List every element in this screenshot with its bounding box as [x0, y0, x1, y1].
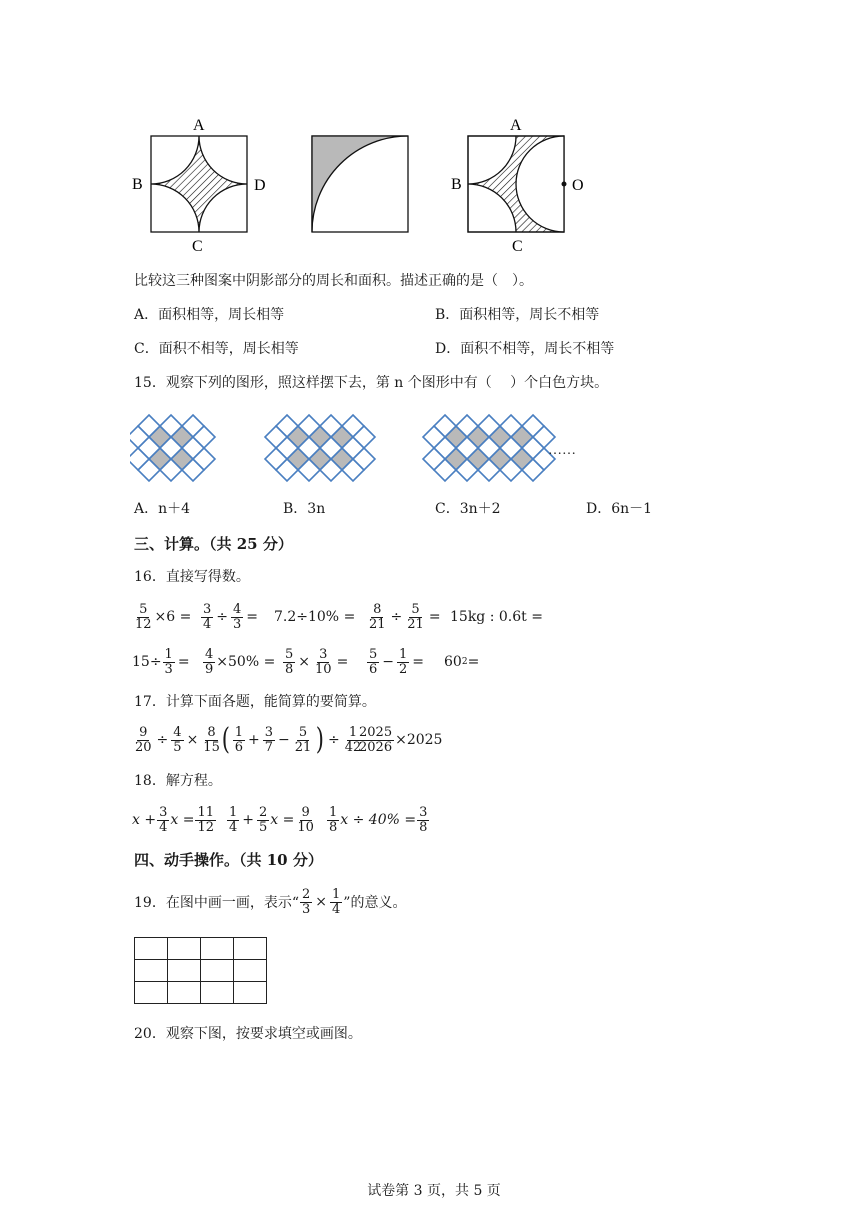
grid-cell[interactable] — [201, 938, 234, 960]
q16-expr-1-1: $\frac{5}{12}$ ×6 = — [135, 601, 192, 632]
q15-question: 15．观察下列的图形，照这样摆下去，第 n 个图形中有（ ）个白色方块。 — [134, 375, 609, 391]
grid-cell[interactable] — [135, 982, 168, 1004]
q16-question: 16．直接写得数。 — [134, 569, 250, 585]
q15-option-d[interactable]: D．6n－1 — [586, 501, 653, 517]
section-3-title: 三、计算。（共 25 分） — [134, 535, 293, 553]
q17-expr-3: $\frac{2025}{2026}$ ×2025 — [359, 724, 443, 755]
q18-equation-2: $\frac{1}{4}$ + $\frac{2}{5}$ x = $\frac{9}{10}$ — [229, 804, 314, 835]
q15-option-c[interactable]: C．3n＋2 — [435, 501, 501, 517]
fig3-label-left: B — [451, 176, 462, 193]
q16-expr-1-2: $\frac{3}{4}$ ÷ $\frac{4}{3}$ = — [203, 601, 259, 632]
fig1-label-top: A — [193, 117, 205, 134]
q14-option-a[interactable]: A．面积相等，周长相等 — [134, 307, 285, 323]
q16-expr-2-5: 60 2 = — [444, 654, 480, 670]
q16-expr-2-3: $\frac{5}{8}$ × $\frac{3}{10}$ = — [285, 646, 349, 677]
pattern-2 — [265, 415, 375, 481]
fig3-label-bottom: C — [512, 238, 523, 255]
grid-cell[interactable] — [168, 960, 201, 982]
grid-cell[interactable] — [135, 960, 168, 982]
q16-expr-1-5: 15kg : 0.6t = — [450, 609, 543, 625]
q15-ellipsis: …… — [548, 443, 576, 458]
figure-2-square-quarter — [312, 136, 408, 232]
grid-cell[interactable] — [168, 982, 201, 1004]
q15-option-b[interactable]: B．3n — [283, 501, 326, 517]
q17-expr-1: $\frac{9}{20}$ ÷ $\frac{4}{5}$ × $\frac{8}{15}$ — [135, 724, 220, 755]
figure-3-square-semicircle — [451, 117, 584, 255]
fig3-label-right: O — [572, 177, 584, 194]
q15-tile-patterns — [130, 408, 590, 488]
section-4-title: 四、动手操作。（共 10 分） — [134, 851, 323, 869]
q18-question: 18．解方程。 — [134, 773, 222, 789]
pattern-1 — [130, 415, 215, 481]
figure-1-square-star — [132, 117, 266, 255]
q20-question: 20．观察下图，按要求填空或画图。 — [134, 1026, 362, 1042]
q19-question: 19．在图中画一画，表示“ $\frac{2}{3}$ × $\frac{1}{4}$ ”的意义。 — [134, 886, 407, 917]
fig1-label-bottom: C — [192, 238, 203, 255]
grid-cell[interactable] — [234, 982, 267, 1004]
fig3-label-top: A — [510, 117, 522, 134]
q16-expr-1-3: 7.2÷10% = — [274, 609, 356, 625]
fig1-label-right: D — [254, 177, 266, 194]
q16-expr-2-1: 15÷ $\frac{1}{3}$ = — [132, 646, 190, 677]
fig1-label-left: B — [132, 176, 143, 193]
q18-equation-1: x + $\frac{3}{4}$ x = $\frac{11}{12}$ — [132, 804, 214, 835]
pattern-3 — [423, 415, 555, 481]
q14-figures — [120, 110, 600, 260]
q19-drawing-grid[interactable] — [134, 937, 267, 1004]
grid-cell[interactable] — [135, 938, 168, 960]
q14-option-c[interactable]: C．面积不相等，周长相等 — [134, 341, 299, 357]
page-footer: 试卷第 3 页，共 5 页 — [367, 1183, 501, 1199]
q16-expr-2-4: $\frac{5}{6}$ − $\frac{1}{2}$ = — [369, 646, 425, 677]
q14-option-b[interactable]: B．面积相等，周长不相等 — [435, 307, 600, 323]
q17-expr-2: ( $\frac{1}{6}$ + $\frac{3}{7}$ − $\frac{5}{21}$ ) ÷ $\frac{1}{42}$ — [221, 722, 362, 757]
grid-cell[interactable] — [234, 938, 267, 960]
grid-cell[interactable] — [201, 982, 234, 1004]
q18-equation-3: $\frac{1}{8}$ x ÷ 40% = $\frac{3}{8}$ — [329, 804, 428, 835]
grid-cell[interactable] — [201, 960, 234, 982]
q16-expr-2-2: $\frac{4}{9}$ ×50% = — [205, 646, 276, 677]
q17-question: 17．计算下面各题，能简算的要简算。 — [134, 694, 376, 710]
grid-cell[interactable] — [168, 938, 201, 960]
q14-option-d[interactable]: D．面积不相等，周长不相等 — [435, 341, 615, 357]
q15-option-a[interactable]: A．n＋4 — [134, 501, 191, 517]
q14-question: 比较这三种图案中阴影部分的周长和面积。描述正确的是（ ）。 — [134, 273, 533, 289]
q16-expr-1-4: $\frac{8}{21}$ ÷ $\frac{5}{21}$ = — [369, 601, 441, 632]
grid-cell[interactable] — [234, 960, 267, 982]
